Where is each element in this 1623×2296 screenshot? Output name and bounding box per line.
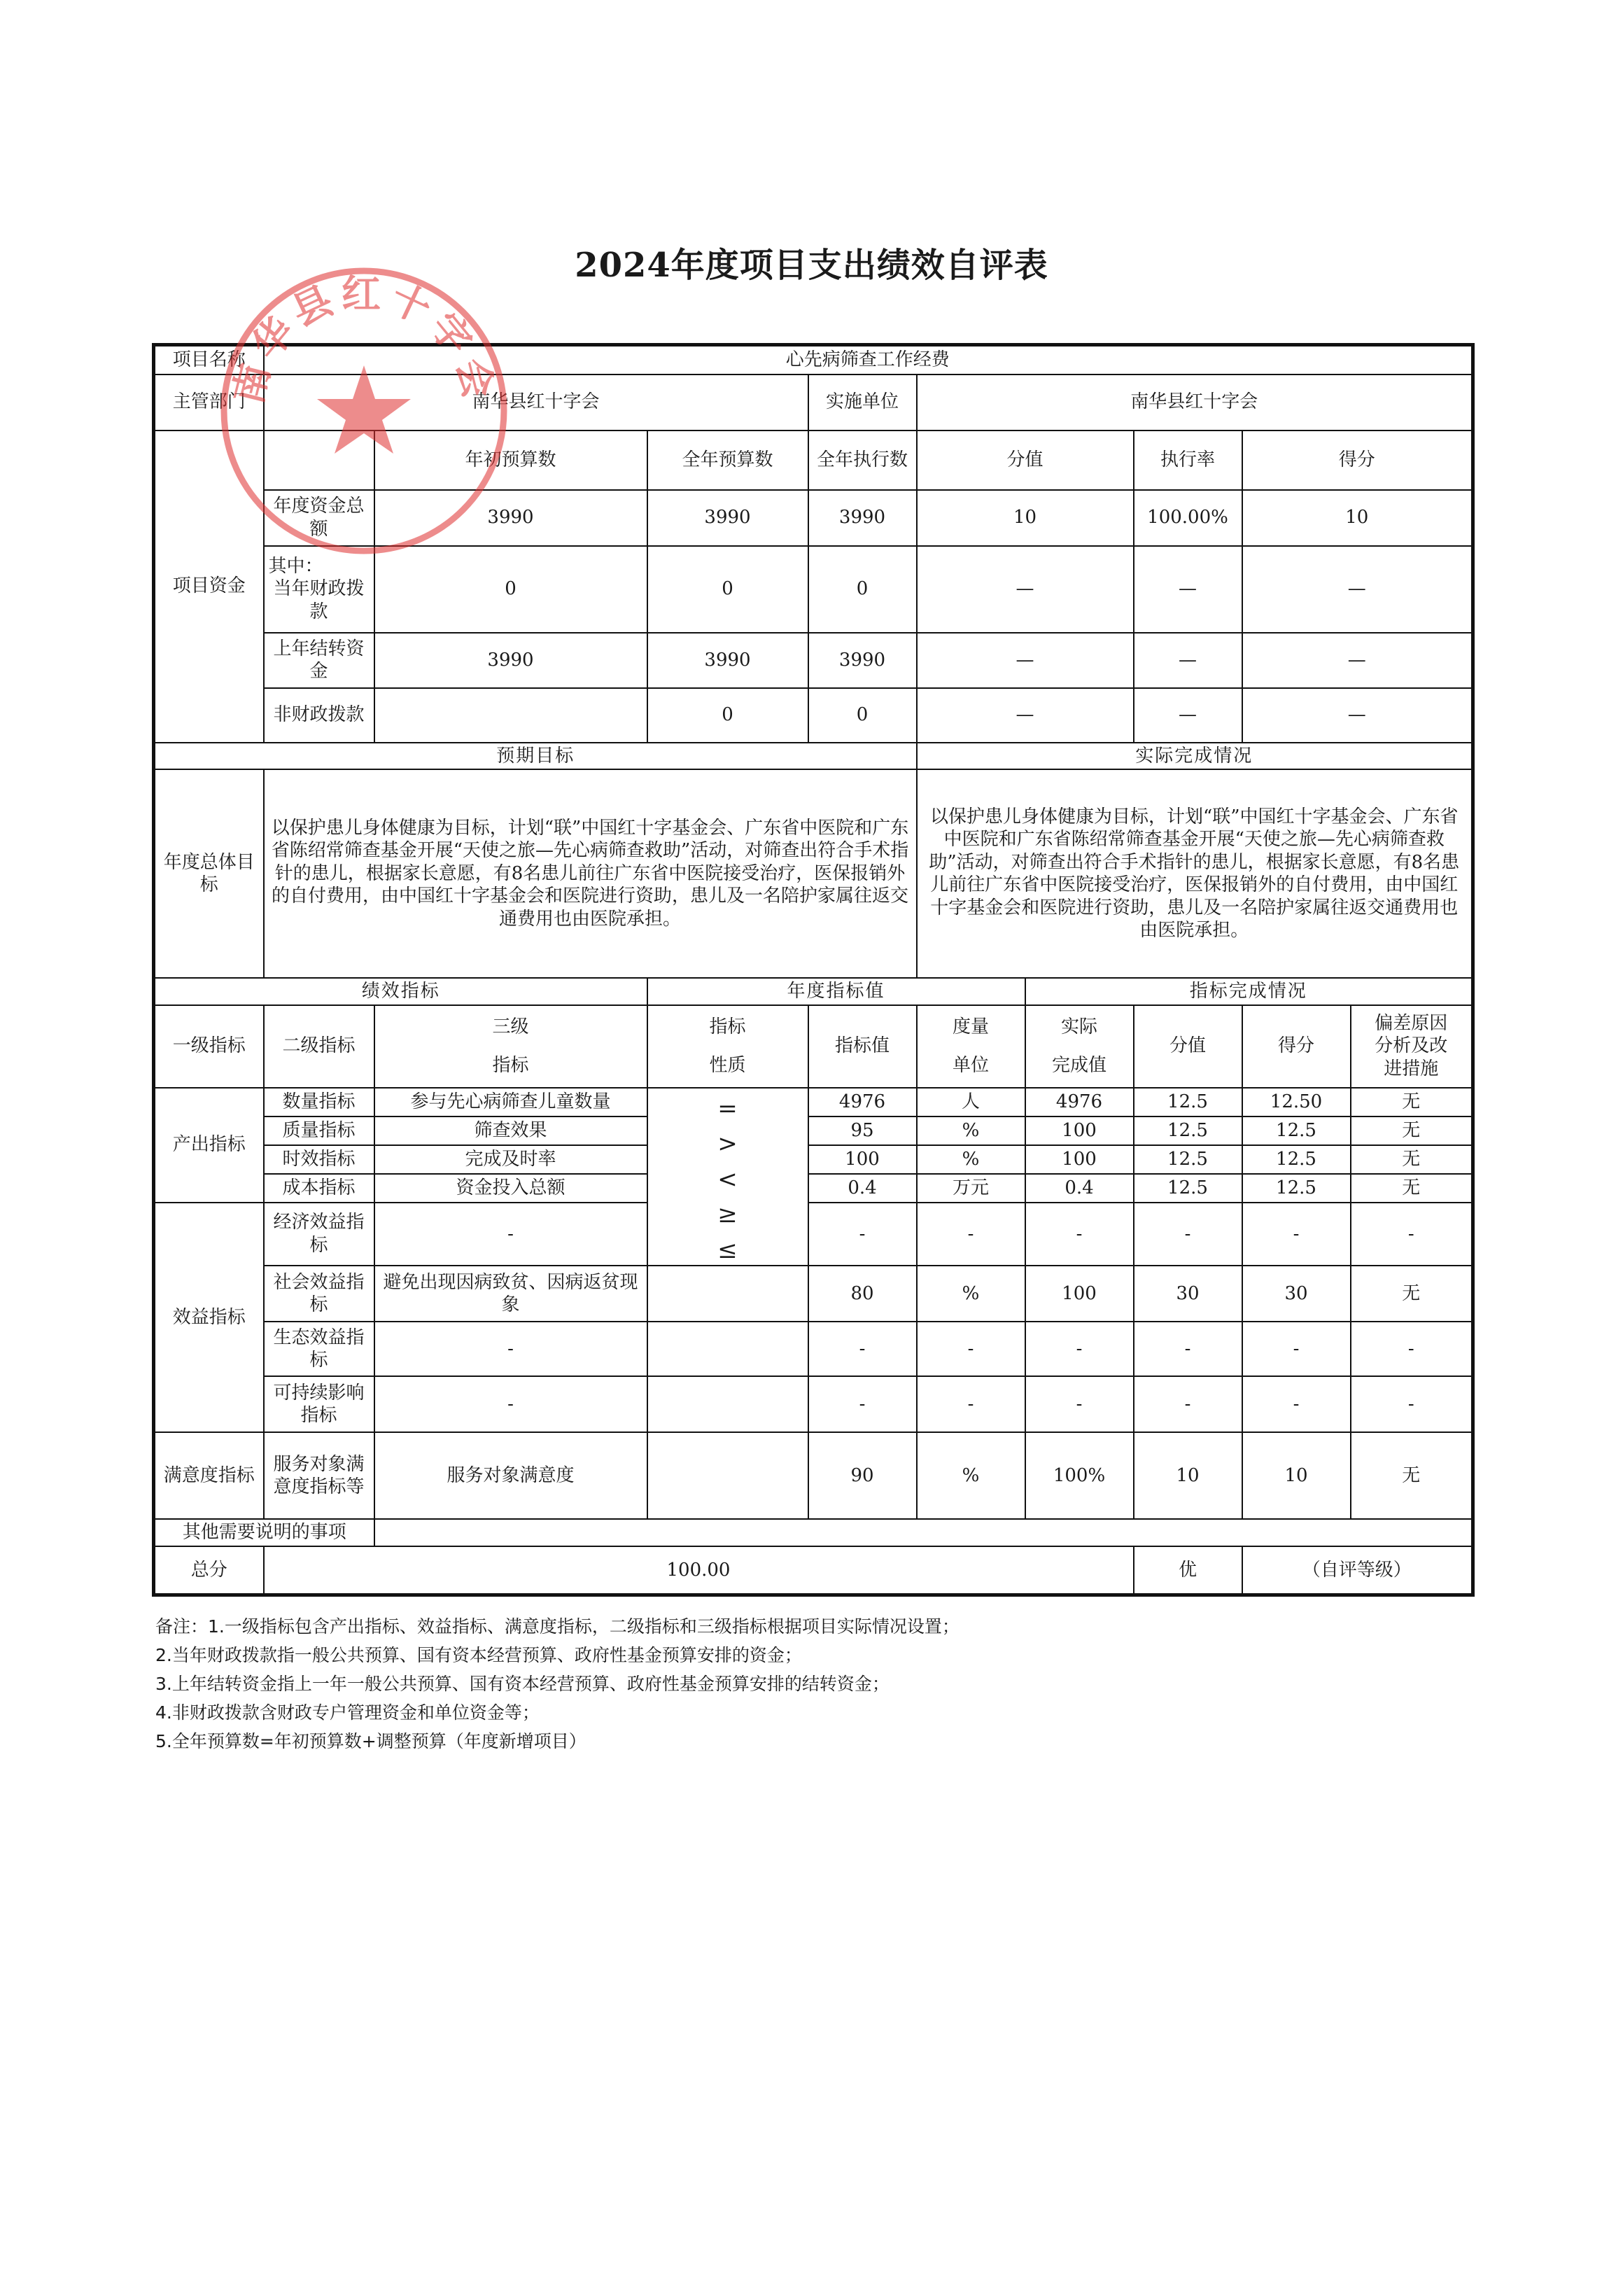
footnote: 5.全年预算数=年初预算数+调整预算（年度新增项目） — [155, 1731, 586, 1751]
funds-nonfiscal-label: 非财政拨款 — [264, 688, 374, 743]
funds-header-blank — [264, 430, 374, 490]
ind-row-l2: 服务对象满意度指标等 — [264, 1432, 374, 1519]
ind-row-score: 10 — [1242, 1432, 1351, 1519]
funds-carryover-rate: — — [1134, 633, 1242, 688]
funds-nonfiscal-initial — [374, 688, 647, 743]
ind-row-target: 95 — [808, 1116, 917, 1145]
funds-header-score: 得分 — [1242, 430, 1473, 490]
ind-row-deviation: 无 — [1351, 1145, 1473, 1174]
ind-header-level1: 一级指标 — [154, 1005, 264, 1088]
ind-row-deviation: 无 — [1351, 1266, 1473, 1322]
footnote: 3.上年结转资金指上一年一般公共预算、国有资本经营预算、政府性基金预算安排的结转资金； — [155, 1674, 890, 1694]
ind-header-target: 指标值 — [808, 1005, 917, 1088]
other-matters-value — [374, 1519, 1473, 1546]
ind-row-nature-blank — [647, 1266, 808, 1322]
funds-nonfiscal-annual: 0 — [647, 688, 808, 743]
ind-row-l3: 参与先心病筛查儿童数量 — [374, 1088, 647, 1116]
ind-header-nature-a: 指标 — [709, 1016, 746, 1037]
funds-total-exec: 3990 — [808, 490, 917, 546]
ind-row-value: 12.5 — [1134, 1174, 1242, 1203]
funds-current-annual: 0 — [647, 546, 808, 633]
funds-current-value: — — [917, 546, 1134, 633]
goals-expected-text: 以保护患儿身体健康为目标，计划“联”中国红十字基金会、广东省中医院和广东省陈绍常筛查基金开展“天使之旅—先心病筛查救助”活动，对筛查出符合手术指针的患儿，根据家长意愿，有8名患儿前往广东省中医院接受治疗，医保报销外的自付费用，由中国红十字基金会和医院进行资助，患儿及一名陪护家属往返交通费用也由医院承担。 — [264, 769, 917, 978]
ind-row-l3: 避免出现因病致贫、因病返贫现象 — [374, 1266, 647, 1322]
nature-symbol: = — [717, 1094, 738, 1123]
goals-actual-header: 实际完成情况 — [917, 743, 1473, 770]
ind-row-unit: % — [917, 1432, 1025, 1519]
nature-symbol: ≥ — [717, 1200, 738, 1228]
ind-row-target: 80 — [808, 1266, 917, 1322]
ind-row-l2: 数量指标 — [264, 1088, 374, 1116]
ind-row-nature-blank — [647, 1432, 808, 1519]
satisfaction-indicator-label: 满意度指标 — [154, 1432, 264, 1519]
ind-row-score: 12.5 — [1242, 1145, 1351, 1174]
ind-header-level3-a: 三级 — [492, 1016, 529, 1037]
footnote: 备注：1.一级指标包含产出指标、效益指标、满意度指标，二级指标和三级指标根据项目实际情况设置； — [155, 1616, 960, 1637]
ind-header-dev-a: 偏差原因 — [1375, 1012, 1448, 1034]
ind-row-deviation: 无 — [1351, 1174, 1473, 1203]
ind-row-actual: - — [1025, 1376, 1134, 1432]
funds-carryover-label: 上年结转资金 — [264, 633, 374, 688]
ind-header-dev-c: 进措施 — [1384, 1058, 1439, 1079]
funds-total-label: 年度资金总额 — [264, 490, 374, 546]
ind-row-l2: 成本指标 — [264, 1174, 374, 1203]
ind-row-l2: 可持续影响指标 — [264, 1376, 374, 1432]
ind-row-l3: 筛查效果 — [374, 1116, 647, 1145]
funds-carryover-initial: 3990 — [374, 633, 647, 688]
ind-row-score: 12.50 — [1242, 1088, 1351, 1116]
ind-header-level3-b: 指标 — [492, 1054, 529, 1076]
impl-unit-value: 南华县红十字会 — [917, 374, 1473, 430]
ind-row-l3: 服务对象满意度 — [374, 1432, 647, 1519]
ind-header-value: 分值 — [1134, 1005, 1242, 1088]
ind-row-l3: - — [374, 1376, 647, 1432]
self-evaluation-table — [152, 343, 1475, 1597]
indicators-annual-header: 年度指标值 — [647, 978, 1025, 1005]
funds-carryover-annual: 3990 — [647, 633, 808, 688]
ind-row-value: 12.5 — [1134, 1088, 1242, 1116]
funds-current-initial: 0 — [374, 546, 647, 633]
ind-header-unit — [917, 1005, 1025, 1088]
funds-header-initial: 年初预算数 — [374, 430, 647, 490]
output-indicator-label: 产出指标 — [154, 1088, 264, 1203]
ind-row-nature-blank — [647, 1376, 808, 1432]
ind-row-score: 30 — [1242, 1266, 1351, 1322]
ind-row-target: 100 — [808, 1145, 917, 1174]
indicators-completion-header: 指标完成情况 — [1025, 978, 1473, 1005]
ind-header-nature — [647, 1005, 808, 1088]
ind-row-target: - — [808, 1322, 917, 1376]
ind-row-value: - — [1134, 1322, 1242, 1376]
funds-total-rate: 100.00% — [1134, 490, 1242, 546]
ind-row-target: - — [808, 1203, 917, 1266]
ind-row-actual: 100 — [1025, 1145, 1134, 1174]
goals-expected-header: 预期目标 — [154, 743, 917, 770]
ind-row-l3: 完成及时率 — [374, 1145, 647, 1174]
nature-symbol: < — [717, 1165, 738, 1194]
ind-row-score: - — [1242, 1376, 1351, 1432]
funds-total-score: 10 — [1242, 490, 1473, 546]
project-name: 心先病筛查工作经费 — [264, 345, 1473, 374]
ind-header-level3 — [374, 1005, 647, 1088]
ind-row-actual: - — [1025, 1203, 1134, 1266]
ind-row-unit: % — [917, 1266, 1025, 1322]
ind-row-value: 12.5 — [1134, 1145, 1242, 1174]
ind-row-l2: 质量指标 — [264, 1116, 374, 1145]
ind-row-l2: 时效指标 — [264, 1145, 374, 1174]
ind-row-actual: 0.4 — [1025, 1174, 1134, 1203]
ind-row-deviation: - — [1351, 1203, 1473, 1266]
ind-row-unit: - — [917, 1376, 1025, 1432]
funds-current-label-text: 当年财政拨款 — [273, 578, 365, 622]
ind-header-actual-a: 实际 — [1060, 1016, 1097, 1037]
ind-row-score: 12.5 — [1242, 1174, 1351, 1203]
funds-header-rate: 执行率 — [1134, 430, 1242, 490]
funds-current-label — [264, 546, 374, 633]
ind-header-unit-b: 单位 — [952, 1054, 989, 1076]
page-title: 2024年度项目支出绩效自评表 — [575, 246, 1048, 285]
ind-row-deviation: 无 — [1351, 1088, 1473, 1116]
funds-current-exec: 0 — [808, 546, 917, 633]
ind-row-nature-blank — [647, 1322, 808, 1376]
funds-section-label: 项目资金 — [154, 430, 264, 743]
ind-row-value: 10 — [1134, 1432, 1242, 1519]
dept-label: 主管部门 — [154, 374, 264, 430]
ind-row-unit: - — [917, 1203, 1025, 1266]
ind-row-value: 12.5 — [1134, 1116, 1242, 1145]
goals-row-label: 年度总体目标 — [154, 769, 264, 978]
ind-row-actual: 4976 — [1025, 1088, 1134, 1116]
ind-row-actual: 100 — [1025, 1266, 1134, 1322]
ind-header-level2: 二级指标 — [264, 1005, 374, 1088]
nature-symbol: > — [717, 1130, 738, 1158]
funds-carryover-score: — — [1242, 633, 1473, 688]
ind-row-actual: 100% — [1025, 1432, 1134, 1519]
ind-row-unit: - — [917, 1322, 1025, 1376]
funds-header-value: 分值 — [917, 430, 1134, 490]
funds-total-value: 10 — [917, 490, 1134, 546]
funds-nonfiscal-score: — — [1242, 688, 1473, 743]
funds-carryover-exec: 3990 — [808, 633, 917, 688]
grade-value: 优 — [1134, 1546, 1242, 1595]
ind-row-l2: 生态效益指标 — [264, 1322, 374, 1376]
ind-row-deviation: 无 — [1351, 1116, 1473, 1145]
funds-nonfiscal-exec: 0 — [808, 688, 917, 743]
ind-row-actual: - — [1025, 1322, 1134, 1376]
funds-current-score: — — [1242, 546, 1473, 633]
seal-text: 南华县红十字会 — [225, 271, 503, 409]
nature-symbols-cell — [647, 1088, 808, 1266]
footnote: 4.非财政拨款含财政专户管理资金和单位资金等； — [155, 1702, 540, 1723]
footnotes — [155, 1612, 1471, 1756]
ind-row-score: - — [1242, 1203, 1351, 1266]
ind-header-actual — [1025, 1005, 1134, 1088]
project-name-label: 项目名称 — [154, 345, 264, 374]
ind-header-unit-a: 度量 — [952, 1016, 989, 1037]
ind-row-unit: 人 — [917, 1088, 1025, 1116]
ind-row-unit: 万元 — [917, 1174, 1025, 1203]
ind-row-deviation: - — [1351, 1376, 1473, 1432]
ind-row-score: - — [1242, 1322, 1351, 1376]
funds-current-rate: — — [1134, 546, 1242, 633]
ind-row-value: - — [1134, 1376, 1242, 1432]
ind-row-l3: 资金投入总额 — [374, 1174, 647, 1203]
nature-symbol: ≤ — [717, 1236, 738, 1264]
ind-header-actual-b: 完成值 — [1051, 1054, 1106, 1076]
ind-header-deviation — [1351, 1005, 1473, 1088]
goals-actual-text: 以保护患儿身体健康为目标，计划“联”中国红十字基金会、广东省中医院和广东省陈绍常筛查基金开展“天使之旅—先心病筛查救助”活动，对筛查出符合手术指针的患儿，根据家长意愿，有8名患儿前往广东省中医院接受治疗，医保报销外的自付费用，由中国红十字基金会和医院进行资助，患儿及一名陪护家属往返交通费用也由医院承担。 — [917, 769, 1473, 978]
dept-value: 南华县红十字会 — [264, 374, 808, 430]
ind-row-l3: - — [374, 1203, 647, 1266]
funds-nonfiscal-rate: — — [1134, 688, 1242, 743]
funds-of-which-label: 其中： — [268, 555, 323, 577]
ind-row-unit: % — [917, 1116, 1025, 1145]
ind-row-unit: % — [917, 1145, 1025, 1174]
funds-carryover-value: — — [917, 633, 1134, 688]
ind-row-l3: - — [374, 1322, 647, 1376]
ind-row-target: - — [808, 1376, 917, 1432]
total-score-value: 100.00 — [264, 1546, 1134, 1595]
funds-total-initial: 3990 — [374, 490, 647, 546]
ind-row-target: 4976 — [808, 1088, 917, 1116]
impl-unit-label: 实施单位 — [808, 374, 917, 430]
ind-row-value: - — [1134, 1203, 1242, 1266]
funds-header-exec: 全年执行数 — [808, 430, 917, 490]
footnote: 2.当年财政拨款指一般公共预算、国有资本经营预算、政府性基金预算安排的资金； — [155, 1645, 802, 1665]
grade-note: （自评等级） — [1242, 1546, 1473, 1595]
ind-row-value: 30 — [1134, 1266, 1242, 1322]
ind-row-l2: 社会效益指标 — [264, 1266, 374, 1322]
funds-nonfiscal-value: — — [917, 688, 1134, 743]
indicators-perf-header: 绩效指标 — [154, 978, 647, 1005]
benefit-indicator-label: 效益指标 — [154, 1203, 264, 1433]
total-score-label: 总分 — [154, 1546, 264, 1595]
other-matters-label: 其他需要说明的事项 — [154, 1519, 374, 1546]
ind-header-score: 得分 — [1242, 1005, 1351, 1088]
ind-header-nature-b: 性质 — [709, 1054, 746, 1076]
ind-header-dev-b: 分析及改 — [1375, 1035, 1448, 1057]
ind-row-actual: 100 — [1025, 1116, 1134, 1145]
ind-row-l2: 经济效益指标 — [264, 1203, 374, 1266]
funds-total-annual: 3990 — [647, 490, 808, 546]
ind-row-deviation: 无 — [1351, 1432, 1473, 1519]
ind-row-target: 90 — [808, 1432, 917, 1519]
ind-row-deviation: - — [1351, 1322, 1473, 1376]
ind-row-score: 12.5 — [1242, 1116, 1351, 1145]
funds-header-annual: 全年预算数 — [647, 430, 808, 490]
ind-row-target: 0.4 — [808, 1174, 917, 1203]
